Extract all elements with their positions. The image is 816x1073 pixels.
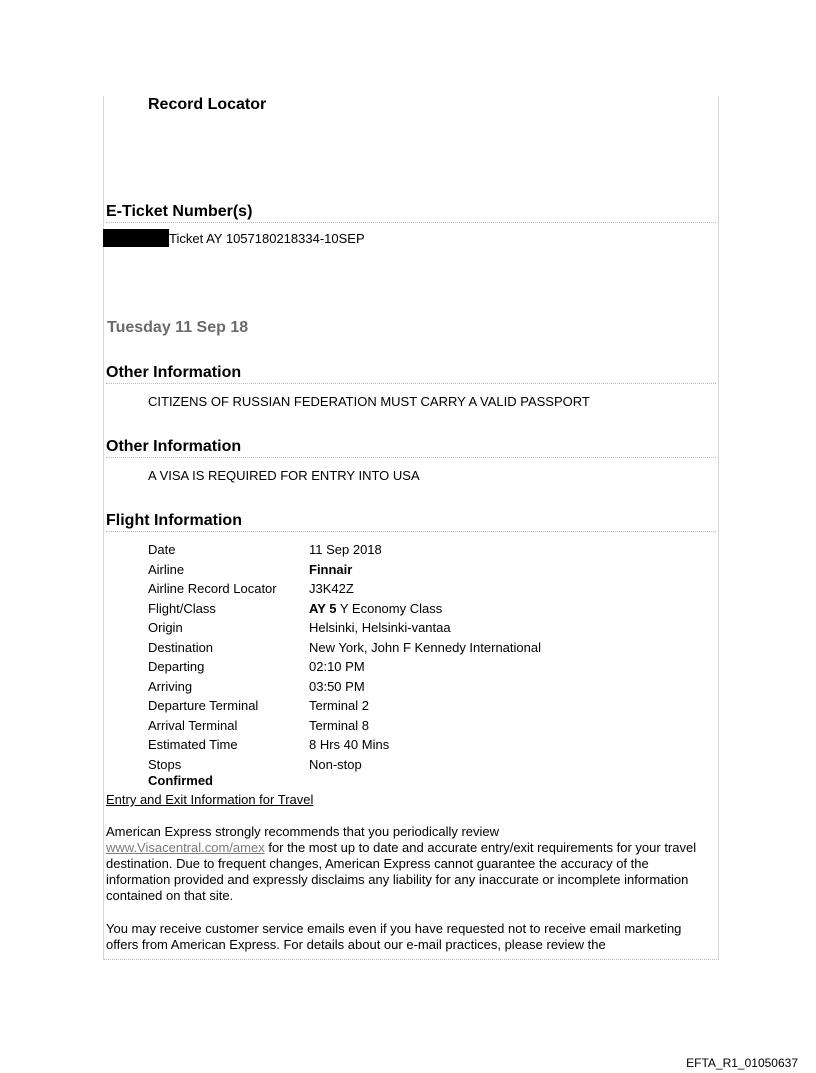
row-label: Flight/Class xyxy=(148,600,216,616)
row-value: Helsinki, Helsinki-vantaa xyxy=(309,620,451,635)
eticket-heading: E-Ticket Number(s) xyxy=(106,203,716,223)
row-value: 11 Sep 2018 xyxy=(309,542,382,557)
record-locator-label: Record Locator xyxy=(148,96,267,113)
flight-row-estimated-time xyxy=(148,735,541,755)
flight-row-airline-locator xyxy=(148,579,541,599)
other-info-heading-1: Other Information xyxy=(106,364,716,384)
flight-row-origin xyxy=(148,618,541,638)
visacentral-link[interactable]: www.Visacentral.com/amex xyxy=(106,840,265,855)
advisory-text-start: American Express strongly recommends that you periodically review xyxy=(106,824,500,839)
row-value: Terminal 2 xyxy=(309,698,369,713)
entry-exit-info-link[interactable]: Entry and Exit Information for Travel xyxy=(106,792,314,807)
row-label: Arriving xyxy=(148,678,193,694)
other-info-heading-2: Other Information xyxy=(106,438,716,458)
row-value: New York, John F Kennedy International xyxy=(309,639,541,655)
amex-advisory-paragraph xyxy=(106,824,712,904)
row-value: 03:50 PM xyxy=(309,678,365,694)
other-info-text-2: A VISA IS REQUIRED FOR ENTRY INTO USA xyxy=(148,468,420,483)
row-label: Origin xyxy=(148,620,183,635)
flight-row-date xyxy=(148,540,541,560)
row-label: Estimated Time xyxy=(148,737,238,752)
flight-details-table xyxy=(148,540,541,774)
row-label: Airline Record Locator xyxy=(148,581,277,596)
flight-row-departing xyxy=(148,657,541,677)
other-info-text-1: CITIZENS OF RUSSIAN FEDERATION MUST CARRY A VALID PASSPORT xyxy=(148,394,590,409)
flight-number: AY 5 xyxy=(309,600,337,616)
flight-row-departure-terminal xyxy=(148,696,541,716)
flight-row-arriving xyxy=(148,677,541,697)
row-label: Date xyxy=(148,542,176,557)
document-id: EFTA_R1_01050637 xyxy=(686,1056,798,1070)
row-value: Terminal 8 xyxy=(309,717,369,733)
airline-name: Finnair xyxy=(309,561,353,577)
advisory-text-end: for the most up to date and accurate entry/exit requirements for your travel destination. Due to frequent changes, American Express cannot guarantee the accuracy of the information provided and expressly disclaims any liability for any inaccurate or incomplete information contained on that site. xyxy=(106,840,697,903)
email-practices-paragraph: You may receive customer service emails even if you have requested not to receive email marketing offers from American Express. For details about our e-mail practices, please review the xyxy=(106,921,682,952)
row-label: Stops xyxy=(148,756,182,772)
row-label: Airline xyxy=(148,561,185,577)
flight-row-arrival-terminal xyxy=(148,716,541,736)
row-label: Arrival Terminal xyxy=(148,717,238,733)
flight-info-heading: Flight Information xyxy=(106,512,716,532)
row-label: Destination xyxy=(148,639,214,655)
flight-row-destination xyxy=(148,638,541,658)
row-value: Non-stop xyxy=(309,756,362,772)
travel-date-heading: Tuesday 11 Sep 18 xyxy=(107,319,249,336)
row-label: Departing xyxy=(148,659,205,674)
redaction-block xyxy=(103,229,169,247)
flight-row-airline xyxy=(148,560,541,580)
row-value: 8 Hrs 40 Mins xyxy=(309,737,390,752)
row-value: J3K42Z xyxy=(309,581,354,596)
row-value: 02:10 PM xyxy=(309,659,365,674)
booking-status: Confirmed xyxy=(148,773,213,788)
flight-row-flight-class xyxy=(148,599,541,619)
ticket-number: Ticket AY 1057180218334-10SEP xyxy=(169,231,365,246)
flight-row-stops xyxy=(148,755,541,775)
row-label: Departure Terminal xyxy=(148,698,259,713)
flight-class: Y Economy Class xyxy=(339,600,443,616)
